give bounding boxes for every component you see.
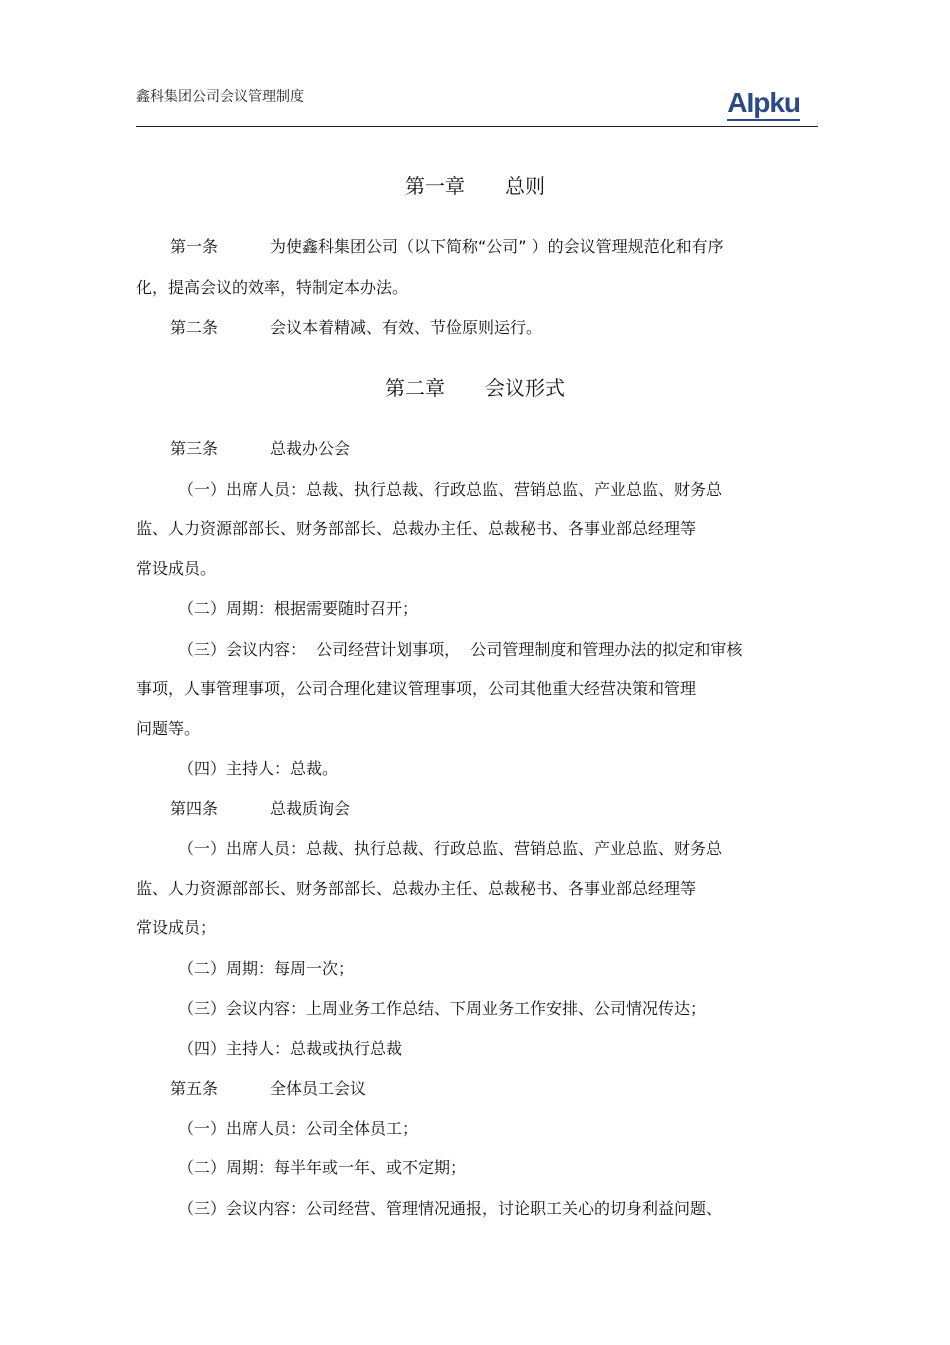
article-5-item-1: （一）出席人员：公司全体员工； [178,1119,419,1138]
article-3-item-3-line-3: 问题等。 [136,719,201,738]
article-5-item-3: （三）会议内容：公司经营、管理情况通报，讨论职工关心的切身利益问题、 [178,1199,723,1218]
article-3-heading [170,436,350,459]
article-3-item-2: （二）周期：根据需要随时召开； [178,599,419,618]
article-1-line-2: 化，提高会议的效率，特制定本办法。 [136,278,409,297]
article-3-item-1-line-2: 监、人力资源部部长、财务部部长、总裁办主任、总裁秘书、各事业部总经理等 [136,519,697,538]
logo-underline [727,119,800,121]
article-3-item-3-line-1: （三）会议内容： 公司经营计划事项， 公司管理制度和管理办法的拟定和审核 [178,640,743,659]
article-5-heading [170,1076,366,1099]
article-5-number: 第五条 [170,1079,219,1098]
article-1-line-1 [170,234,724,257]
article-4-item-1-line-1: （一）出席人员：总裁、执行总裁、行政总监、营销总监、产业总监、财务总 [178,839,723,858]
article-5-title: 全体员工会议 [270,1079,367,1098]
article-4-title: 总裁质询会 [270,799,351,818]
article-2-number: 第二条 [170,318,219,337]
article-2-text: 会议本着精减、有效、节俭原则运行。 [270,318,543,337]
company-logo [727,88,800,118]
article-4-item-2: （二）周期：每周一次； [178,959,355,978]
chapter-1-title: 第一章 总则 [405,174,545,198]
article-4-item-4: （四）主持人：总裁或执行总裁 [178,1039,403,1058]
article-4-number: 第四条 [170,799,219,818]
article-4-item-3: （三）会议内容：上周业务工作总结、下周业务工作安排、公司情况传达； [178,999,707,1018]
article-2 [170,315,542,338]
article-4-heading [170,796,350,819]
article-3-item-1-line-1: （一）出席人员：总裁、执行总裁、行政总监、营销总监、产业总监、财务总 [178,480,723,499]
page-header [136,84,818,127]
article-4-item-1-line-3: 常设成员； [136,918,217,937]
article-1-number: 第一条 [170,237,219,256]
article-3-title: 总裁办公会 [270,439,351,458]
article-4-item-1-line-2: 监、人力资源部部长、财务部部长、总裁办主任、总裁秘书、各事业部总经理等 [136,879,697,898]
article-3-item-3-line-2: 事项，人事管理事项，公司合理化建议管理事项，公司其他重大经营决策和管理 [136,679,697,698]
article-5-item-2: （二）周期：每半年或一年、或不定期； [178,1158,467,1177]
document-title: 鑫科集团公司会议管理制度 [136,89,304,105]
article-3-item-4: （四）主持人：总裁。 [178,759,339,778]
article-3-item-1-line-3: 常设成员。 [136,559,217,578]
article-1-text: 为使鑫科集团公司（以下简称“公司” ）的会议管理规范化和有序 [270,237,724,256]
logo-text: AIpku [727,87,800,118]
chapter-2-title: 第二章 会议形式 [385,376,565,400]
article-3-number: 第三条 [170,439,219,458]
